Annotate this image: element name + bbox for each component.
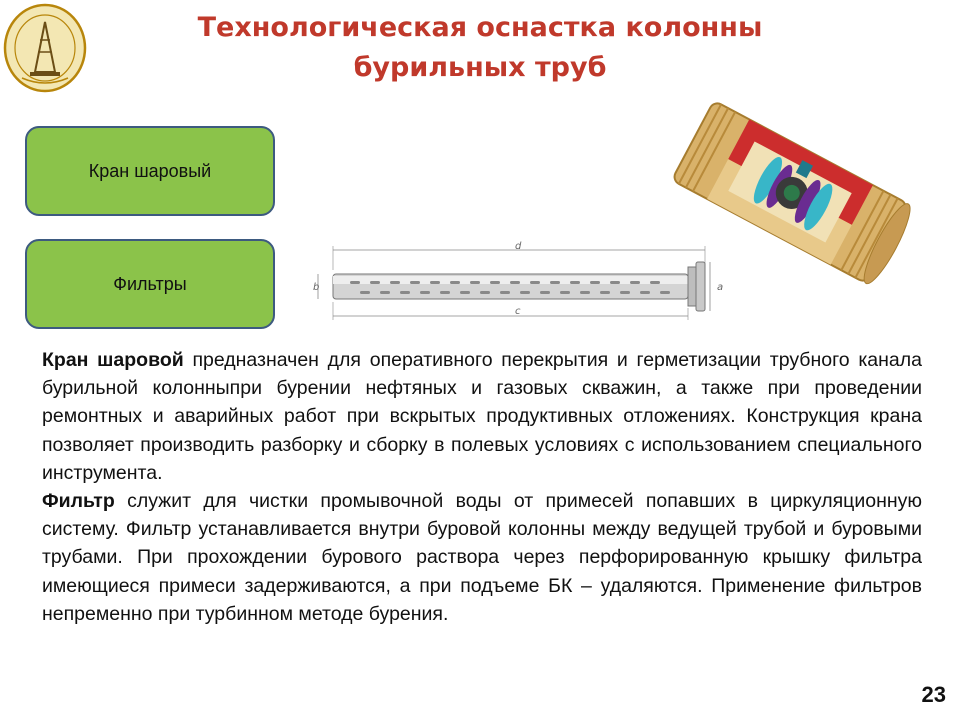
- filter-drawing: [310, 240, 730, 325]
- dim-a-label: a: [717, 282, 724, 293]
- dim-b-label: b: [313, 282, 320, 293]
- filter-button[interactable]: [25, 239, 275, 329]
- filter-term: Фильтр: [42, 490, 115, 513]
- valve-paragraph: [42, 346, 922, 487]
- valve-term: Кран шаровой: [42, 349, 184, 371]
- dim-c-label: c: [515, 306, 521, 317]
- filter-description: служит для чистки промывочной воды от примесей попавших в циркуляционную систему. Фильтр устанавливается внутри буровой колонны между ведущей трубой и буровыми трубами. При прохождении бурового раствора через перфорированную крышку фильтра имеющиеся примеси задерживаются, а при подъеме БК – удаляются. Применение фильтров непременно при турбинном методе бурения.: [42, 490, 922, 625]
- drilling-rig-seal-icon: [2, 2, 88, 94]
- slide-title: [150, 8, 810, 88]
- title-line-1: Технологическая оснастка колонны: [197, 12, 763, 43]
- valve-button-label: Кран шаровый: [88, 160, 212, 181]
- title-line-2: бурильных труб: [353, 52, 607, 83]
- body-text: [42, 346, 922, 628]
- valve-description: предназначен для оперативного перекрытия и герметизации трубного канала бурильной колонныпри бурении нефтяных и газовых скважин, а также при проведении ремонтных и аварийных работ при вскрытых продуктивных отложениях. Конструкция крана позволяет производить разборку и сборку в полевых условиях с использованием специального инструмента.: [42, 349, 922, 484]
- valve-button[interactable]: [25, 126, 275, 216]
- filter-button-label: Фильтры: [113, 273, 187, 294]
- page-number: 23: [921, 682, 946, 707]
- filter-paragraph: [42, 487, 922, 628]
- dim-d-label: d: [515, 241, 522, 252]
